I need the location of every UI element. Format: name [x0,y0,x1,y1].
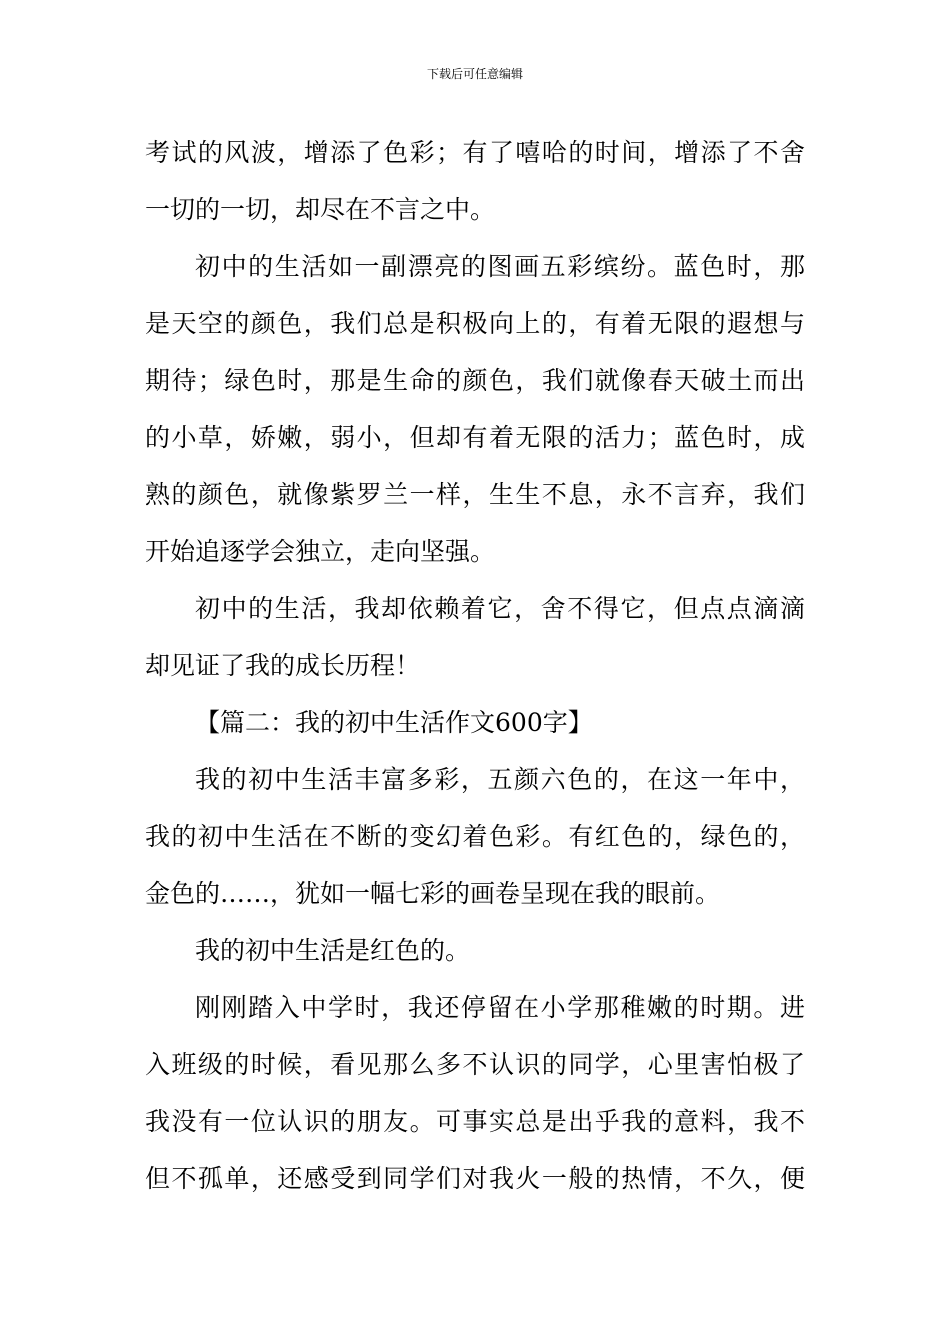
text-line: 初中的生活，我却依赖着它，舍不得它，但点点滴滴 [195,594,805,623]
page-header: 下载后可任意编辑 [426,67,523,81]
text-line: 却见证了我的成长历程！ [145,651,421,680]
text-line: 考试的风波，增添了色彩；有了嘻哈的时间，增添了不舍 [145,138,805,167]
document-body [145,124,805,1207]
text-line: 的小草，娇嫩，弱小，但却有着无限的活力；蓝色时，成 [145,423,805,452]
text-line: 我的初中生活丰富多彩，五颜六色的，在这一年中， [195,765,805,794]
text-line: 我没有一位认识的朋友。可事实总是出乎我的意料，我不 [145,1107,805,1136]
text-line: 金色的……，犹如一幅七彩的画卷呈现在我的眼前。 [145,879,721,908]
text-line: 开始追逐学会独立，走向坚强。 [145,537,496,566]
text-line: 我的初中生活在不断的变幻着色彩。有红色的，绿色的， [145,822,805,851]
text-line: 但不孤单，还感受到同学们对我火一般的热情，不久，便 [145,1164,805,1193]
section-heading: 【篇二：我的初中生活作文600字】 [195,708,593,737]
text-line: 是天空的颜色，我们总是积极向上的，有着无限的遐想与 [145,309,805,338]
text-line: 入班级的时候，看见那么多不认识的同学，心里害怕极了 [145,1050,805,1079]
text-line: 熟的颜色，就像紫罗兰一样，生生不息，永不言弃，我们 [145,480,805,509]
text-line: 我的初中生活是红色的。 [195,936,471,965]
text-line: 刚刚踏入中学时，我还停留在小学那稚嫩的时期。进 [195,993,805,1022]
text-line: 初中的生活如一副漂亮的图画五彩缤纷。蓝色时，那 [195,252,805,281]
text-line: 一切的一切，却尽在不言之中。 [145,195,496,224]
text-line: 期待；绿色时，那是生命的颜色，我们就像春天破土而出 [145,366,805,395]
